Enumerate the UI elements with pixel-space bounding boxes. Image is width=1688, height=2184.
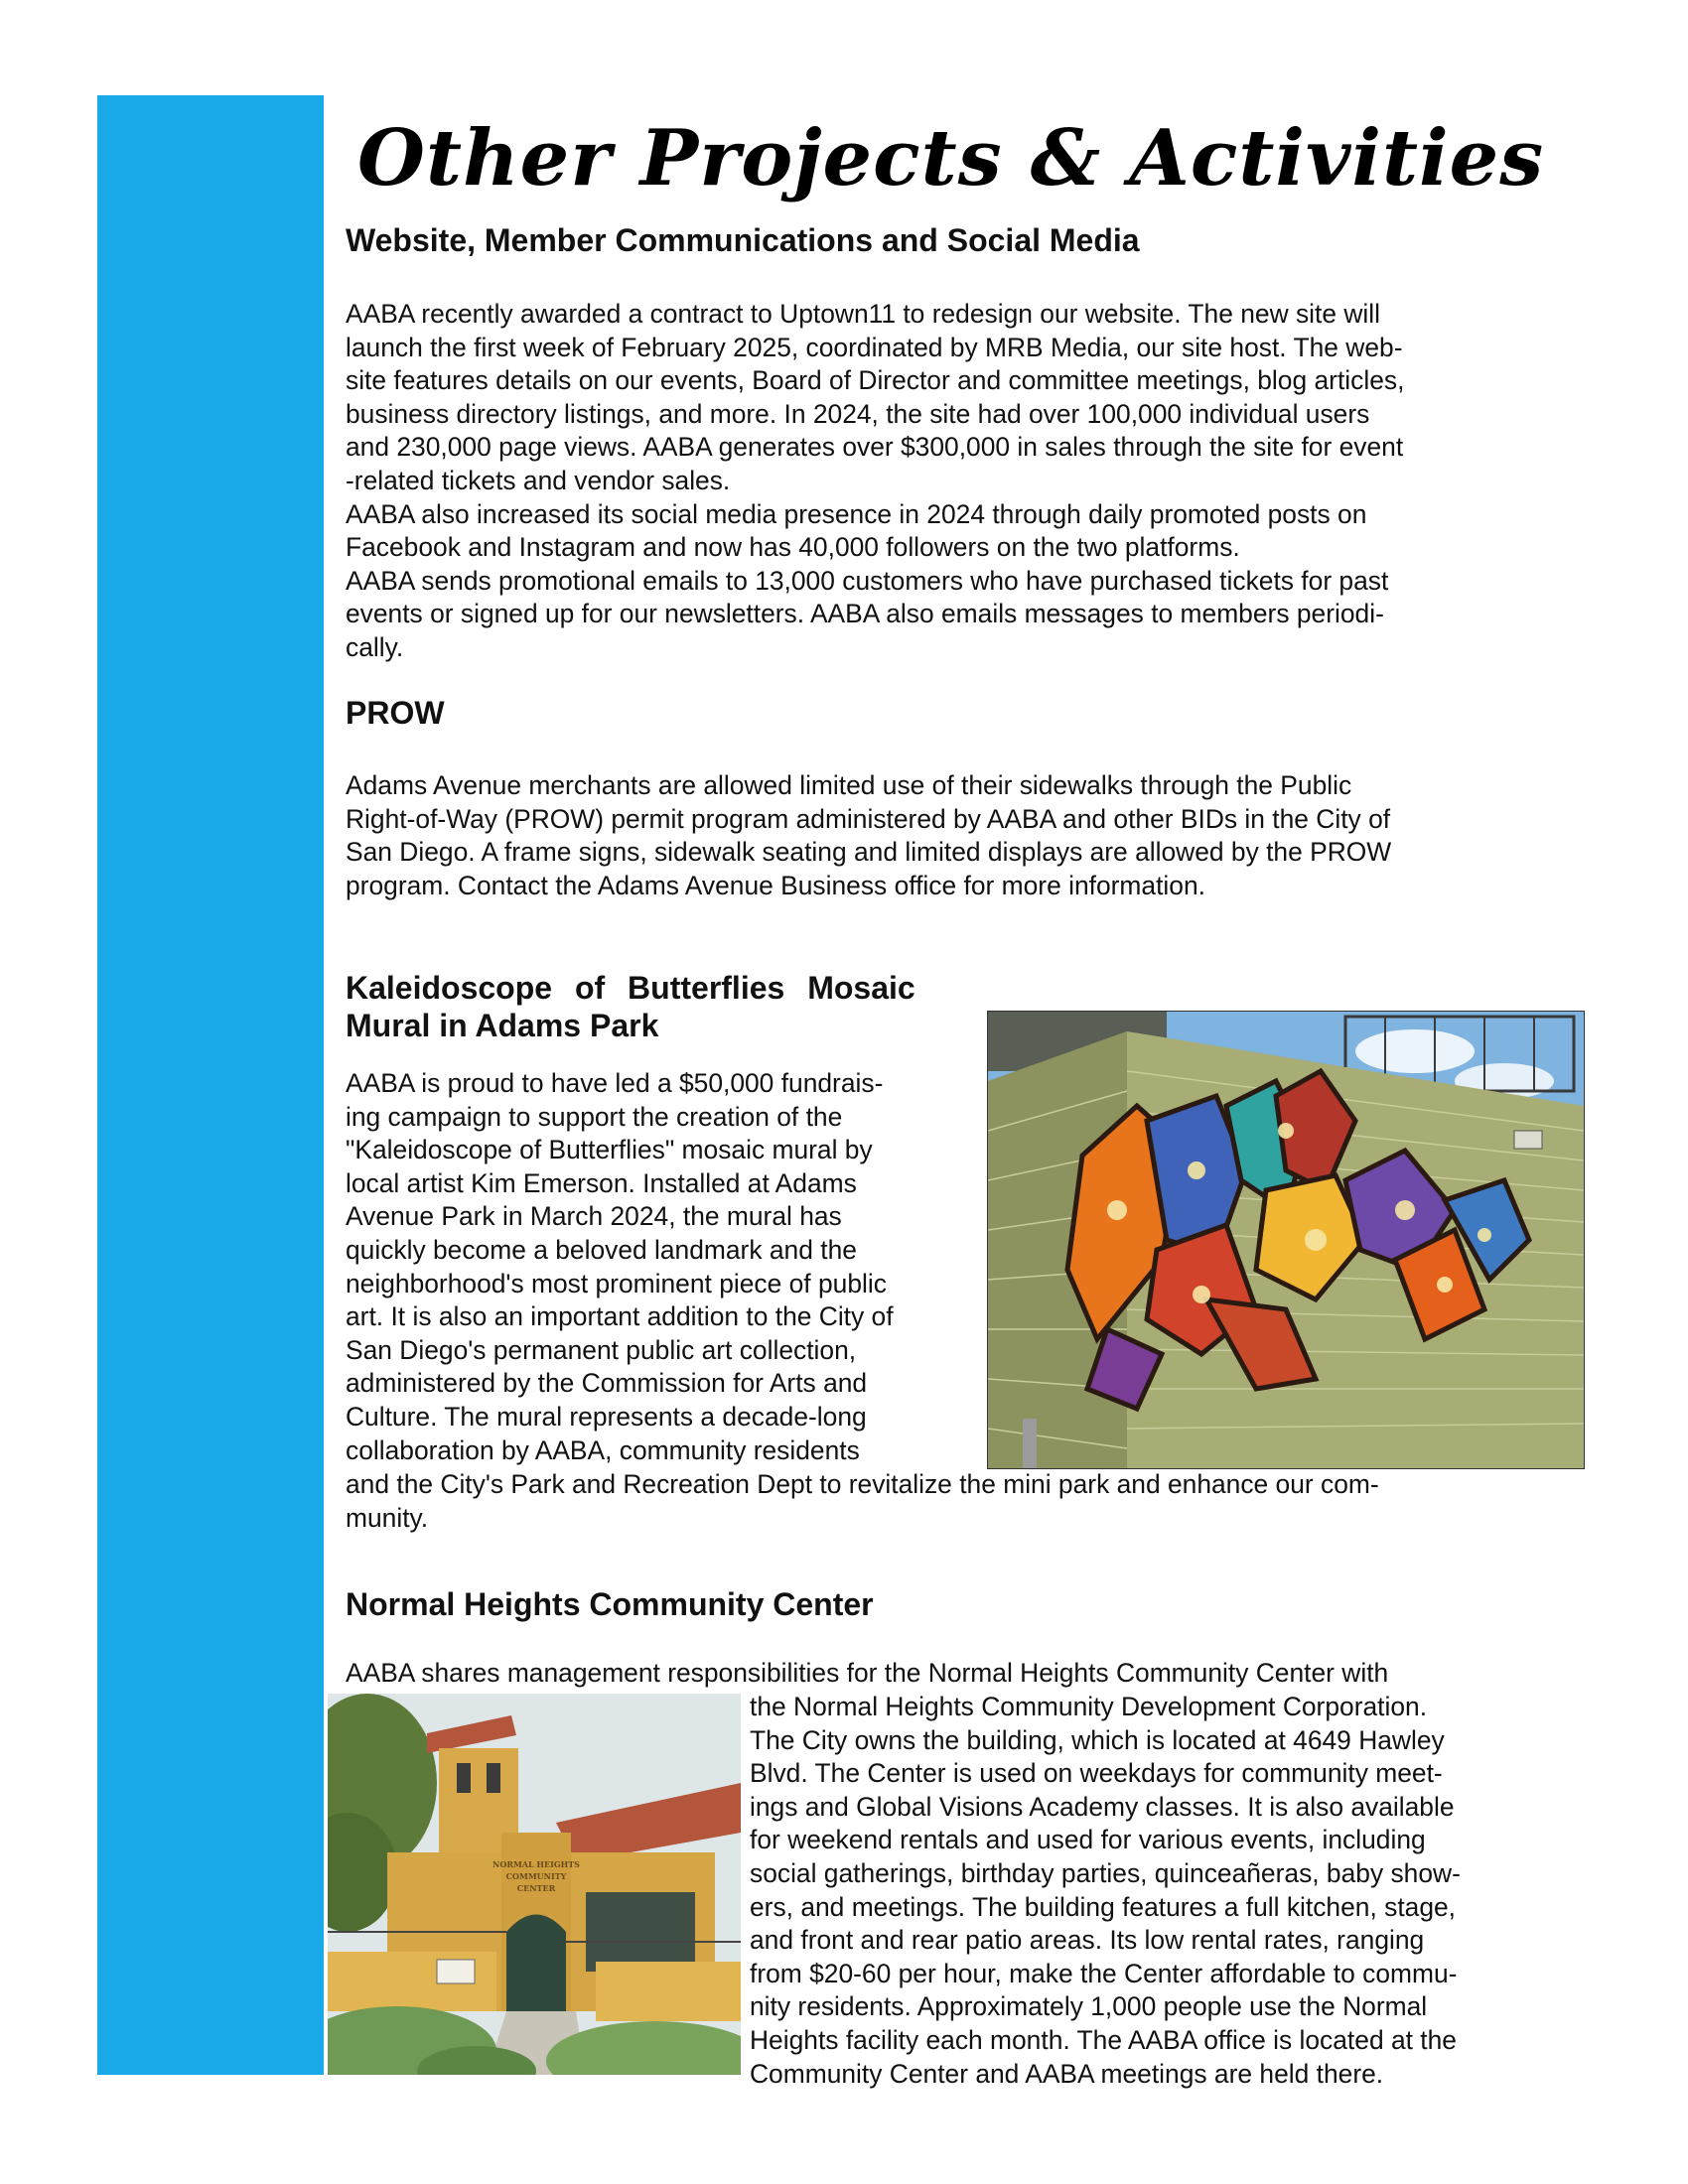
text-line: launch the first week of February 2025, coordinated by MRB Media, our site host. The web- xyxy=(346,332,1403,362)
text-line: social gatherings, birthday parties, quinceañeras, baby show- xyxy=(750,1857,1461,1888)
mural-paragraph-continued xyxy=(346,1468,1592,1535)
text-line: and 230,000 page views. AABA generates over $300,000 in sales through the site for event xyxy=(346,432,1404,463)
text-line: program. Contact the Adams Avenue Business office for more information. xyxy=(346,870,1205,900)
text-line: and the City's Park and Recreation Dept to revitalize the mini park and enhance our com- xyxy=(346,1469,1379,1499)
text-line: AABA also increased its social media presence in 2024 through daily promoted posts on xyxy=(346,498,1367,529)
mural-paragraph xyxy=(346,1067,991,1467)
text-line: ings and Global Visions Academy classes. It is also available xyxy=(750,1791,1455,1822)
text-line: Blvd. The Center is used on weekdays for community meet- xyxy=(750,1758,1443,1789)
sidebar-accent-bar xyxy=(97,95,324,2075)
text-line: the Normal Heights Community Development Corporation. xyxy=(750,1692,1428,1721)
text-line: collaboration by AABA, community residents xyxy=(346,1434,860,1465)
community-center-illustration xyxy=(328,1694,741,2075)
text-line: and front and rear patio areas. Its low rental rates, ranging xyxy=(750,1925,1425,1956)
text-line: events or signed up for our newsletters. AABA also emails messages to members periodi- xyxy=(346,599,1384,629)
section-heading-mural xyxy=(346,969,915,1044)
section-heading-prow: PROW xyxy=(346,695,445,731)
text-line: art. It is also an important addition to the City of xyxy=(346,1301,894,1332)
mural-photo-illustration xyxy=(988,1012,1584,1468)
website-paragraph-3 xyxy=(346,565,1592,665)
website-body xyxy=(346,298,1592,665)
mural-body-narrow xyxy=(346,1067,991,1467)
sign-line: COMMUNITY xyxy=(505,1871,567,1881)
community-center-photo xyxy=(328,1694,741,2075)
mural-photo xyxy=(987,1011,1585,1469)
text-line: ers, and meetings. The building features a full kitchen, stage, xyxy=(750,1891,1457,1922)
text-line: munity. xyxy=(346,1502,429,1533)
prow-paragraph xyxy=(346,769,1592,902)
text-line: AABA sends promotional emails to 13,000 customers who have purchased tickets for past xyxy=(346,565,1389,596)
text-line: nity residents. Approximately 1,000 people use the Normal xyxy=(750,1991,1428,2022)
center-body-wrapped xyxy=(750,1691,1604,2091)
website-paragraph-1 xyxy=(346,298,1592,498)
text-line: cally. xyxy=(346,631,404,662)
text-line: Avenue Park in March 2024, the mural has xyxy=(346,1201,842,1232)
text-line: -related tickets and vendor sales. xyxy=(346,465,731,495)
text-line: AABA is proud to have led a $50,000 fundrais- xyxy=(346,1068,884,1098)
text-line: Adams Avenue merchants are allowed limited use of their sidewalks through the Public xyxy=(346,770,1352,800)
mural-body-wide xyxy=(346,1468,1592,1535)
page-title: Other Projects & Activities xyxy=(357,113,1545,204)
section-heading-website: Website, Member Communications and Social Media xyxy=(346,222,1140,258)
text-line: quickly become a beloved landmark and the xyxy=(346,1234,857,1265)
text-line: from $20-60 per hour, make the Center affordable to commu- xyxy=(750,1958,1458,1988)
text-line: "Kaleidoscope of Butterflies" mosaic mural by xyxy=(346,1135,873,1165)
center-paragraph-start: AABA shares management responsibilities for the Normal Heights Community Center with xyxy=(346,1658,1389,1688)
text-line: Community Center and AABA meetings are held there. xyxy=(750,2058,1384,2089)
text-line: for weekend rentals and used for various events, including xyxy=(750,1825,1426,1855)
text-line: ing campaign to support the creation of the xyxy=(346,1101,843,1132)
section-heading-community-center: Normal Heights Community Center xyxy=(346,1586,874,1622)
text-line: The City owns the building, which is located at 4649 Hawley xyxy=(750,1724,1445,1755)
text-line: San Diego. A frame signs, sidewalk seating and limited displays are allowed by the PROW xyxy=(346,837,1392,868)
website-paragraph-2 xyxy=(346,498,1592,565)
text-line: Facebook and Instagram and now has 40,000 followers on the two platforms. xyxy=(346,532,1240,563)
text-line: local artist Kim Emerson. Installed at Adams xyxy=(346,1167,857,1198)
text-line: San Diego's permanent public art collection, xyxy=(346,1334,857,1365)
sign-line: CENTER xyxy=(516,1883,556,1893)
text-line: business directory listings, and more. In 2024, the site had over 100,000 individual users xyxy=(346,398,1370,429)
sign-line: NORMAL HEIGHTS xyxy=(492,1859,580,1869)
text-line: Right-of-Way (PROW) permit program administered by AABA and other BIDs in the City of xyxy=(346,803,1391,834)
text-line: site features details on our events, Board of Director and committee meetings, blog articles, xyxy=(346,365,1405,396)
heading-line: Mural in Adams Park xyxy=(346,1008,659,1043)
text-line: Heights facility each month. The AABA office is located at the xyxy=(750,2024,1457,2055)
text-line: administered by the Commission for Arts and xyxy=(346,1368,868,1399)
text-line: neighborhood's most prominent piece of public xyxy=(346,1268,887,1298)
heading-line: Kaleidoscope of Butterflies Mosaic xyxy=(346,970,915,1006)
text-line: AABA recently awarded a contract to Uptown11 to redesign our website. The new site will xyxy=(346,299,1381,329)
prow-body xyxy=(346,769,1592,902)
text-line: Culture. The mural represents a decade-long xyxy=(346,1401,867,1432)
center-first-line xyxy=(346,1657,1592,1691)
center-paragraph xyxy=(750,1691,1604,2091)
